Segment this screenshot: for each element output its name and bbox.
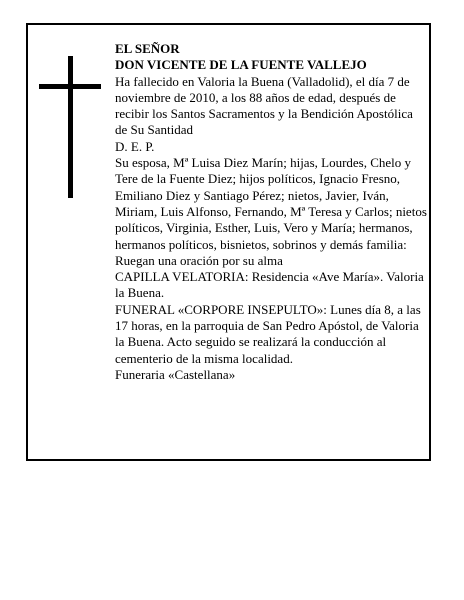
funeral-home: Funeraria «Castellana»: [115, 366, 236, 382]
deceased-name: DON VICENTE DE LA FUENTE VALLEJO: [115, 57, 367, 73]
chapel-info: CAPILLA VELATORIA: Residencia «Ave María». Valoria la Buena.: [115, 269, 424, 301]
funeral-info: FUNERAL «CORPORE INSEPULTO»: Lunes día 8, a las 17 horas, en la parroquia de San Pedro Apóstol, de Valoria la Buena. Acto seguido se realizará la conducción al cementerio de la misma localidad.: [115, 301, 421, 366]
cross-horizontal-bar: [39, 84, 101, 89]
obituary-text: [115, 41, 427, 383]
rip-abbreviation: D. E. P.: [115, 138, 155, 154]
obituary-title: EL SEÑOR: [115, 41, 180, 56]
obituary-frame: [26, 23, 431, 461]
family-list: Su esposa, Mª Luisa Diez Marín; hijas, Lourdes, Chelo y Tere de la Fuente Diez; hijos políticos, Ignacio Fresno, Emiliano Diez y Santiago Pérez; nietos, Javier, Iván, Miriam, Luis Alfonso, Fernando, Mª Teresa y Carlos; nietos políticos, Virginia, Esther, Luis, Vero y María; hermanos, hermanos políticos, bisnietos, sobrinos y demás familia:: [115, 155, 427, 252]
prayer-request: Ruegan una oración por su alma: [115, 252, 283, 268]
death-announcement: Ha fallecido en Valoria la Buena (Valladolid), el día 7 de noviembre de 2010, a los 88 años de edad, después de recibir los Santos Sacramentos y la Bendición Apostólica de Su Santidad: [115, 73, 413, 138]
cross-vertical-bar: [68, 56, 73, 198]
